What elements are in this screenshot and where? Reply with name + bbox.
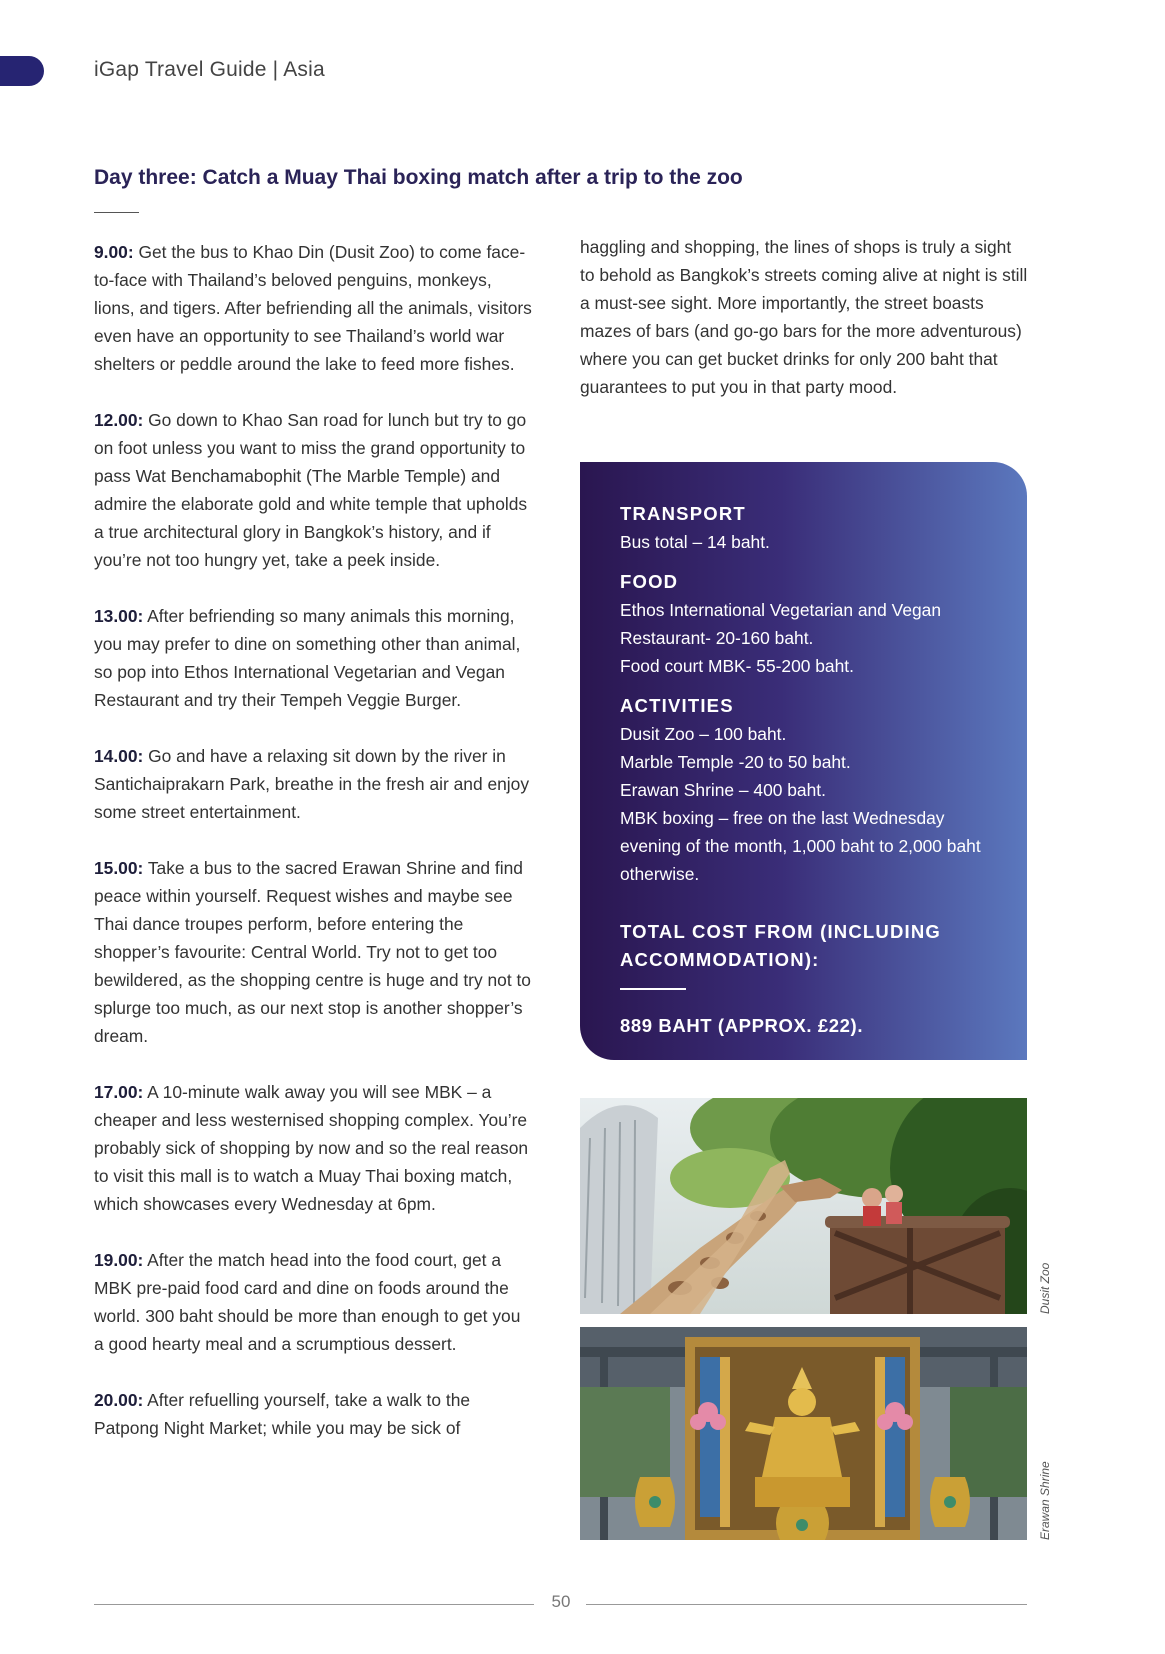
cost-summary-box xyxy=(580,462,1027,1060)
total-cost-heading: TOTAL COST FROM (INCLUDING ACCOMMODATION): xyxy=(620,921,942,970)
activities-group xyxy=(620,692,989,888)
page-tab-marker xyxy=(0,56,44,86)
activity-line: Erawan Shrine – 400 baht. xyxy=(620,780,826,800)
itinerary-entry xyxy=(94,1078,534,1218)
entry-text: After befriending so many animals this morning, you may prefer to dine on something other than animal, so pop into Ethos International Vegetarian and Vegan Restaurant and try their Tempeh Veggie Burger. xyxy=(94,606,521,710)
entry-time: 12.00: xyxy=(94,410,144,430)
footer-divider-right xyxy=(586,1604,1027,1605)
entry-time: 15.00: xyxy=(94,858,144,878)
title-divider xyxy=(94,212,139,213)
section-title: Day three: Catch a Muay Thai boxing match after a trip to the zoo xyxy=(94,166,743,189)
activity-line: Marble Temple -20 to 50 baht. xyxy=(620,752,851,772)
itinerary-entry xyxy=(94,742,534,826)
itinerary-entry xyxy=(94,238,534,378)
transport-line: Bus total – 14 baht. xyxy=(620,532,770,552)
entry-time: 20.00: xyxy=(94,1390,144,1410)
total-cost-value: 889 BAHT (APPROX. £22). xyxy=(620,1015,864,1036)
entry-time: 9.00: xyxy=(94,242,134,262)
activity-line: MBK boxing – free on the last Wednesday evening of the month, 1,000 baht to 2,000 baht otherwise. xyxy=(620,808,981,884)
guide-header-title: iGap Travel Guide | Asia xyxy=(94,58,325,81)
footer-divider-left xyxy=(94,1604,534,1605)
food-line: Ethos International Vegetarian and Vegan Restaurant- 20-160 baht. xyxy=(620,600,942,648)
total-divider xyxy=(620,988,686,990)
entry-time: 13.00: xyxy=(94,606,144,626)
entry-text: A 10-minute walk away you will see MBK – a cheaper and less westernised shopping complex. You’re probably sick of shopping by now and so the real reason to visit this mall is to watch a Muay Thai boxing match, which showcases every Wednesday at 6pm. xyxy=(94,1082,529,1214)
erawan-shrine-photo xyxy=(580,1327,1027,1540)
food-line: Food court MBK- 55-200 baht. xyxy=(620,656,854,676)
erawan-shrine-caption: Erawan Shrine xyxy=(1038,1461,1052,1540)
itinerary-entry xyxy=(94,1246,534,1358)
activities-heading: ACTIVITIES xyxy=(620,695,734,716)
itinerary-entry xyxy=(94,854,534,1050)
itinerary-entry xyxy=(94,602,534,714)
transport-heading: TRANSPORT xyxy=(620,503,746,524)
page-number: 50 xyxy=(551,1592,571,1611)
entry-time: 19.00: xyxy=(94,1250,144,1270)
itinerary-entry xyxy=(94,1386,534,1442)
entry-text: After refuelling yourself, take a walk to the Patpong Night Market; while you may be sick of xyxy=(94,1390,471,1438)
itinerary-continuation: haggling and shopping, the lines of shops is truly a sight to behold as Bangkok’s streets coming alive at night is still a must-see sight. More importantly, the street boasts mazes of bars (and go-go bars for the more adventurous) where you can get bucket drinks for only 200 baht that guarantees to put you in that party mood. xyxy=(580,237,1028,397)
entry-time: 14.00: xyxy=(94,746,144,766)
entry-text: Go and have a relaxing sit down by the river in Santichaiprakarn Park, breathe in the fresh air and enjoy some street entertainment. xyxy=(94,746,530,822)
dusit-zoo-photo xyxy=(580,1098,1027,1314)
dusit-zoo-caption: Dusit Zoo xyxy=(1038,1262,1052,1314)
itinerary-entry xyxy=(94,406,534,574)
entry-time: 17.00: xyxy=(94,1082,144,1102)
transport-group xyxy=(620,500,989,556)
food-heading: FOOD xyxy=(620,571,679,592)
entry-text: After the match head into the food court, get a MBK pre-paid food card and dine on foods around the world. 300 baht should be more than enough to get you a good hearty meal and a scrumptious dessert. xyxy=(94,1250,521,1354)
itinerary-column xyxy=(94,238,534,1470)
entry-text: Go down to Khao San road for lunch but try to go on foot unless you want to miss the grand opportunity to pass Wat Benchamabophit (The Marble Temple) and admire the elaborate gold and white temple that upholds a true architectural glory in Bangkok’s history, and if you’re not too hungry yet, take a peek inside. xyxy=(94,410,528,570)
activity-line: Dusit Zoo – 100 baht. xyxy=(620,724,787,744)
food-group xyxy=(620,568,989,680)
entry-text: Get the bus to Khao Din (Dusit Zoo) to come face-to-face with Thailand’s beloved penguins, monkeys, lions, and tigers. After befriending all the animals, visitors even have an opportunity to see Thailand’s world war shelters or peddle around the lake to feed more fishes. xyxy=(94,242,532,374)
entry-text: Take a bus to the sacred Erawan Shrine and find peace within yourself. Request wishes and maybe see Thai dance troupes perform, before entering the shopper’s favourite: Central World. Try not to get too bewildered, as the shopping centre is huge and try not to splurge too much, as our next stop is another shopper’s dream. xyxy=(94,858,531,1046)
